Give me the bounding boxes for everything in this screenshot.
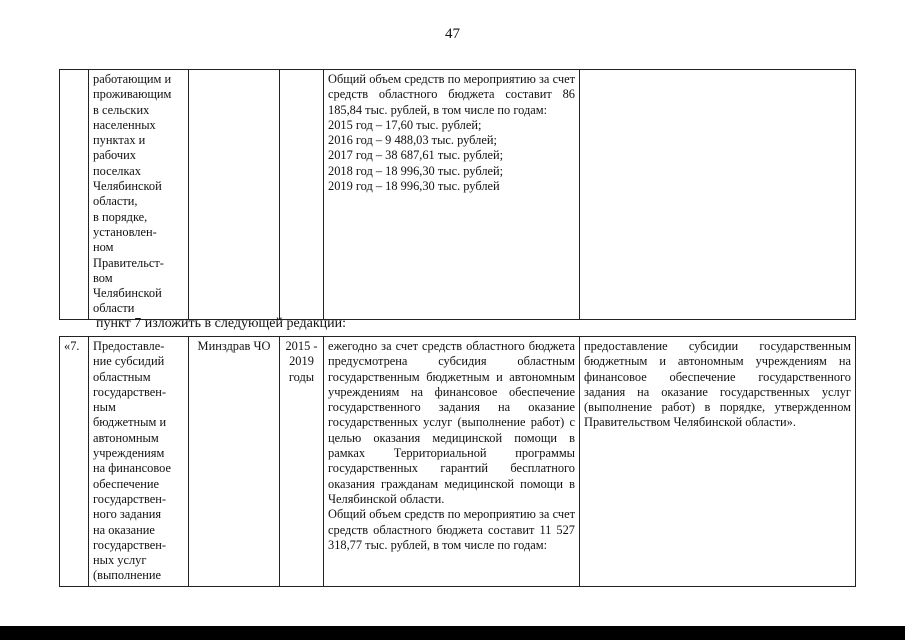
cell-funding	[324, 70, 580, 320]
name-line: проживающим	[93, 87, 172, 102]
item-name-line: автономным	[93, 430, 159, 445]
item-name-line: государствен-	[93, 384, 166, 399]
item-name-line: Предоставле-	[93, 339, 165, 353]
cell-executor-empty	[189, 70, 280, 320]
item-period	[280, 337, 324, 587]
item-name-line: на финансовое	[93, 461, 171, 476]
period-line-3: годы	[288, 369, 315, 384]
name-line: Челябинской	[93, 286, 162, 301]
cell-result-empty	[580, 70, 856, 320]
name-line: в порядке,	[93, 209, 148, 224]
cell-item-name	[89, 337, 189, 587]
item-description	[324, 337, 580, 587]
funding-year-line: 2019 год – 18 996,30 тыс. рублей	[328, 179, 500, 194]
name-line: области,	[93, 194, 138, 209]
item-name-line: бюджетным и	[93, 415, 167, 430]
item-name-line: государствен-	[93, 491, 166, 506]
item-executor: Минздрав ЧО	[189, 337, 280, 587]
cell-name-continued	[89, 70, 189, 320]
item-name-line: ных услуг	[93, 553, 147, 568]
item-number: «7.	[60, 337, 89, 587]
name-line: рабочих	[93, 148, 136, 163]
name-continued-lines	[93, 72, 184, 317]
page-number: 47	[445, 26, 460, 42]
funding-text: Общий объем средств по мероприятию за счет средств областного бюджета составит 11 527 318,77 тыс. рублей, в том числе по годам:	[328, 507, 575, 552]
item-result: предоставление субсидии государственным бюджетным и автономным учреждениям на финансовое обеспечение государственного задания на оказание государственных услуг (выполнение работ) в порядке, утвержденном Правительством Челябинской области».	[580, 337, 856, 587]
table-item-7	[59, 336, 856, 587]
name-line: вом	[93, 270, 113, 285]
period-line-2: 2019	[289, 354, 314, 369]
instruction-text: пункт 7 изложить в следующей редакции:	[96, 316, 346, 331]
item-name-line: государствен-	[93, 537, 166, 552]
funding-year-line: 2016 год – 9 488,03 тыс. рублей;	[328, 133, 497, 148]
name-line: Правительст-	[93, 255, 164, 270]
item-name-lines	[93, 339, 184, 584]
funding-year-line: 2017 год – 38 687,61 тыс. рублей;	[328, 148, 504, 163]
name-line: области	[93, 301, 135, 316]
name-line: поселках	[93, 163, 141, 178]
item-name-line: обеспечение	[93, 476, 159, 491]
item-name-line: ным	[93, 400, 116, 415]
item-name-line: на оказание	[93, 522, 155, 537]
item-name-line: ние субсидий	[93, 354, 165, 369]
name-line: пунктах и	[93, 133, 146, 148]
name-line: работающим и	[93, 72, 172, 86]
item-name-line: учреждениям	[93, 446, 165, 461]
funding-year-line: 2018 год – 18 996,30 тыс. рублей;	[328, 163, 504, 178]
name-line: населенных	[93, 117, 156, 132]
description-text: ежегодно за счет средств областного бюджета предусмотрена субсидия областным государственным бюджетным и автономным учреждениям на финансовое обеспечение государственного задания на оказание государственных услуг (выполнение работ) с целью оказания медицинской помощи в рамках Территориальной программы государственных гарантий бесплатного оказания гражданам медицинской помощи в Челябинской области.	[328, 339, 575, 506]
name-line: ном	[93, 240, 114, 255]
name-line: Челябинской	[93, 179, 162, 194]
period-line-1: 2015 -	[285, 339, 318, 353]
name-line: в сельских	[93, 102, 150, 117]
funding-years	[328, 118, 575, 194]
item-name-line: (выполнение	[93, 568, 162, 583]
funding-year-line: 2015 год – 17,60 тыс. рублей;	[328, 117, 482, 132]
item-name-line: ного задания	[93, 507, 162, 522]
cell-num-empty	[60, 70, 89, 320]
scan-bottom-edge	[0, 626, 905, 640]
funding-intro: Общий объем средств по мероприятию за счет средств областного бюджета составит 86 185,84 тыс. рублей, в том числе по годам:	[328, 72, 575, 117]
item-name-line: областным	[93, 369, 151, 384]
name-line: установлен-	[93, 224, 157, 239]
cell-period-empty	[280, 70, 324, 320]
table-top	[59, 69, 856, 320]
